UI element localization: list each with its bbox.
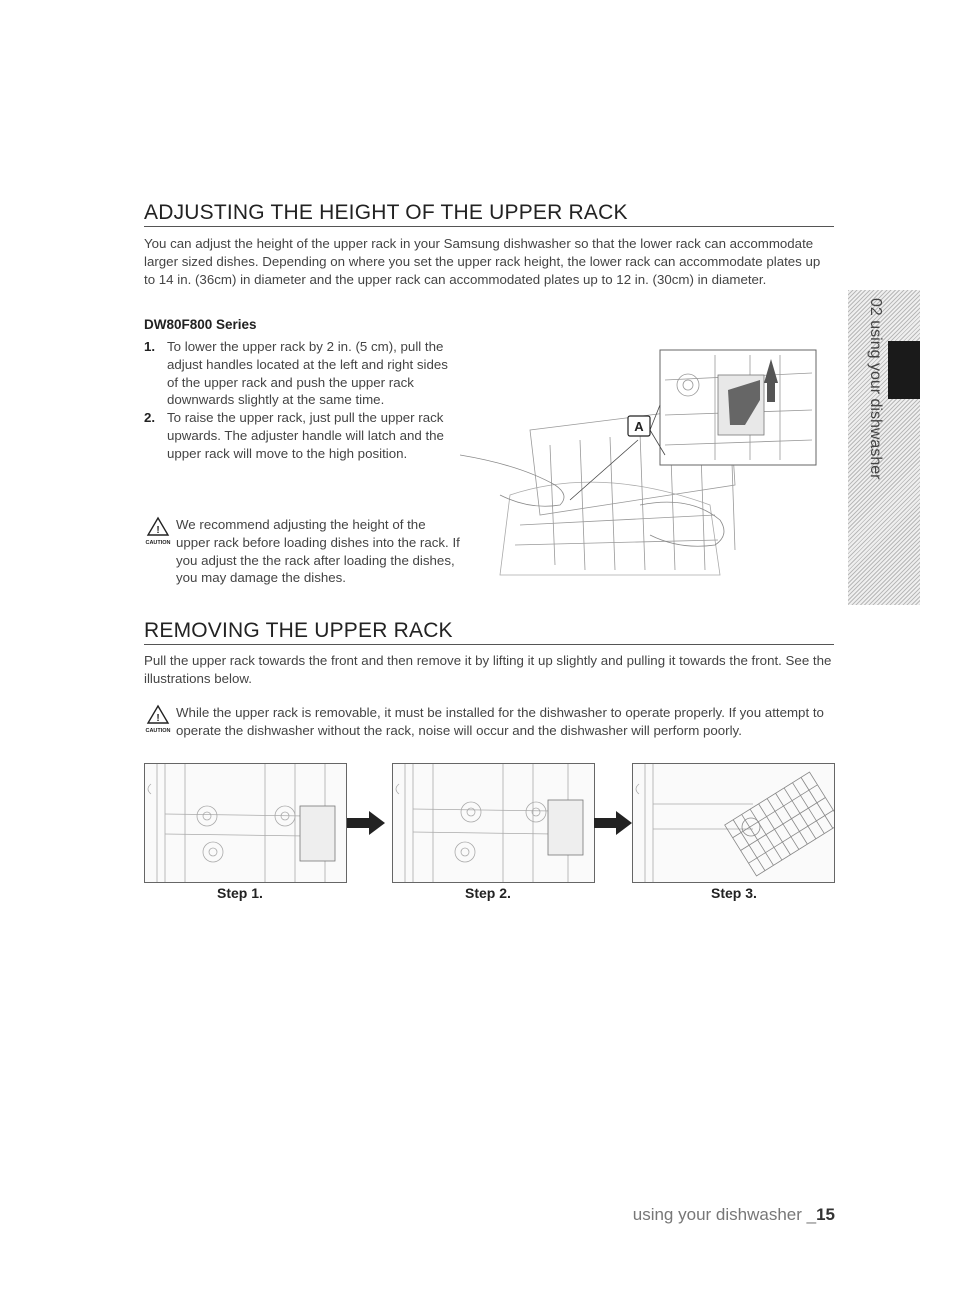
step2-illustration [392, 763, 595, 883]
caution-note-adjust [144, 516, 460, 587]
step-text: To lower the upper rack by 2 in. (5 cm), pull the adjust handles located at the left and right sides of the upper rack and push the upper rack downwards slightly at the same time. [167, 339, 448, 408]
chapter-tab-label: 02 using your dishwasher [867, 298, 884, 480]
rack-adjust-illustration [460, 345, 840, 580]
section-title-adjusting: ADJUSTING THE HEIGHT OF THE UPPER RACK [144, 201, 834, 227]
adjust-steps [144, 338, 454, 463]
step-item [144, 338, 454, 409]
callout-label: A [634, 419, 644, 434]
adjusting-intro: You can adjust the height of the upper rack in your Samsung dishwasher so that the lower rack can accommodate larger sized dishes. Depending on where you set the upper rack height, the lower rack can accommodate plates up to 14 in. (36cm) in diameter and the upper rack can accommodated plates up to 12 in. (30cm) in diameter. [144, 236, 821, 287]
step3-illustration [632, 763, 835, 883]
step-text: To raise the upper rack, just pull the upper rack upwards. The adjuster handle will latch and the upper rack will move to the high position. [167, 410, 444, 461]
step-number: 2. [144, 410, 156, 426]
chapter-side-tab [848, 290, 920, 605]
chapter-tab-marker [888, 341, 920, 399]
caution-icon [144, 516, 176, 546]
arrow-right-icon [594, 810, 634, 836]
caution-note-remove [144, 704, 834, 740]
caution-label: CAUTION [145, 540, 171, 546]
step-number: 1. [144, 339, 156, 354]
svg-text:!: ! [156, 525, 160, 536]
caution-text: We recommend adjusting the height of the upper rack before loading dishes into the rack. If you adjust the the rack after loading the dishes, you may damage the dishes. [176, 517, 460, 586]
step1-label: Step 1. [217, 885, 263, 901]
step3-label: Step 3. [711, 885, 757, 901]
arrow-right-icon [347, 810, 387, 836]
caution-label: CAUTION [145, 728, 171, 734]
page-number: 15 [816, 1205, 835, 1224]
step-item [144, 409, 454, 462]
svg-text:!: ! [156, 713, 160, 724]
section-title-removing: REMOVING THE UPPER RACK [144, 619, 834, 645]
removing-intro: Pull the upper rack towards the front and then remove it by lifting it up slightly and pulling it towards the front. See the illustrations below. [144, 653, 832, 686]
page-footer [633, 1205, 835, 1225]
step2-label: Step 2. [465, 885, 511, 901]
series-heading: DW80F800 Series [144, 317, 257, 332]
step1-illustration [144, 763, 347, 883]
caution-icon [144, 704, 176, 734]
footer-text: using your dishwasher _ [632, 1205, 817, 1224]
caution-text: While the upper rack is removable, it must be installed for the dishwasher to operate properly. If you attempt to operate the dishwasher without the rack, noise will occur and the dishwasher will perform poorly. [176, 705, 824, 738]
